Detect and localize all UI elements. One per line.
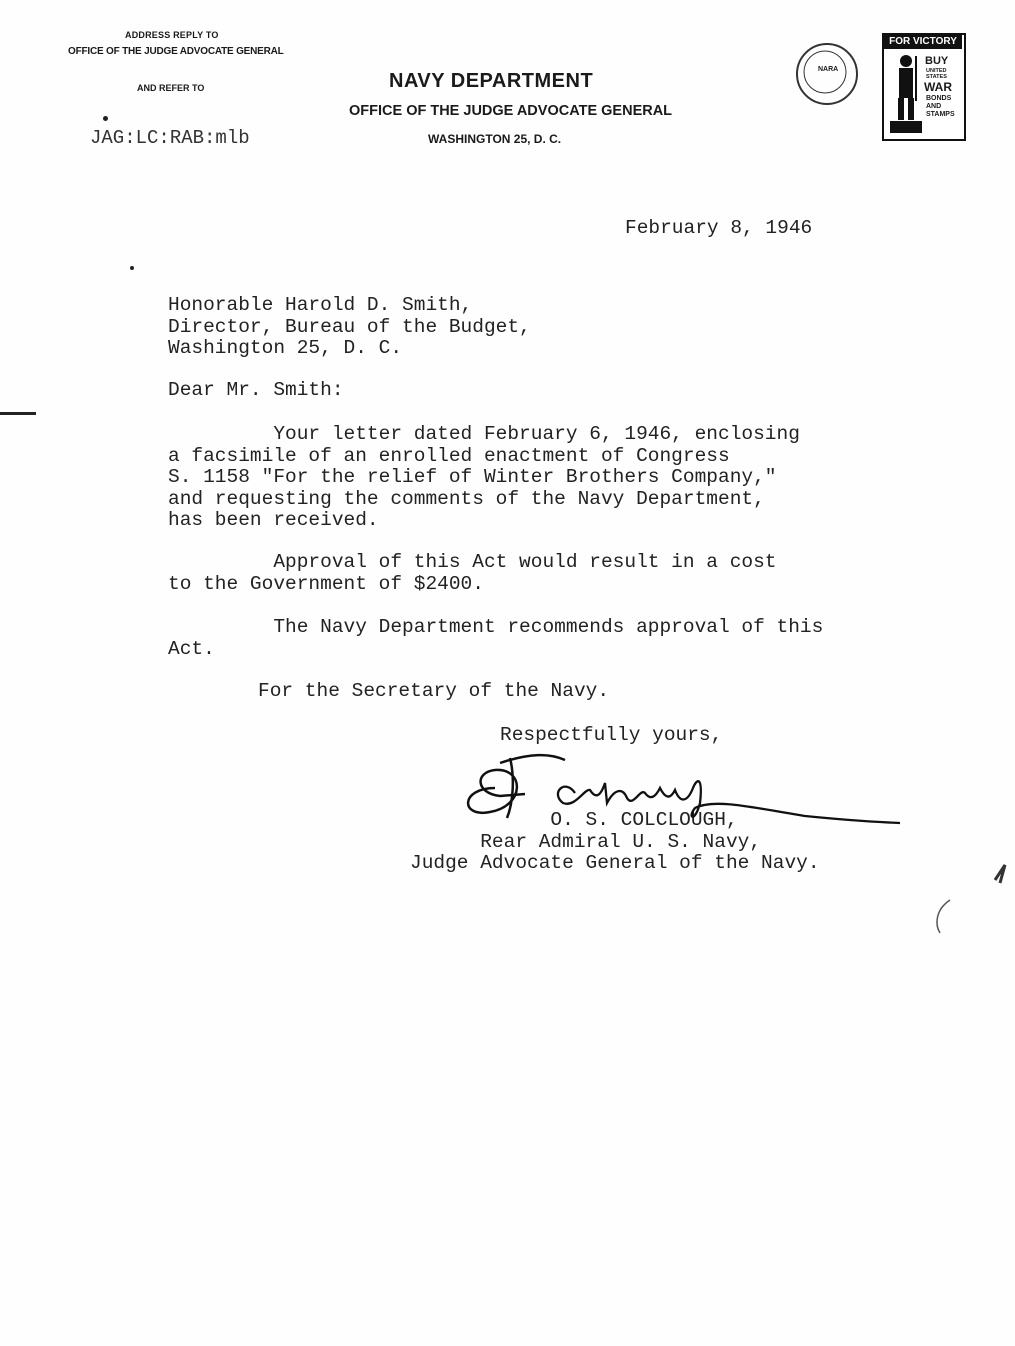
ink-dot bbox=[103, 116, 108, 121]
office-line: OFFICE OF THE JUDGE ADVOCATE GENERAL bbox=[68, 46, 284, 57]
paragraph-4: For the Secretary of the Navy. bbox=[258, 680, 610, 702]
paragraph-2: Approval of this Act would result in a cost to the Government of $2400. bbox=[168, 551, 777, 595]
bond-bonds: BONDS AND STAMPS bbox=[926, 95, 955, 118]
paragraph-1: Your letter dated February 6, 1946, enclosing a facsimile of an enrolled enactment of Congress S. 1158 "For the relief of Winter Brothers Company," and requesting the comments of the Navy Department, has been received. bbox=[168, 423, 800, 531]
bond-war: WAR bbox=[924, 80, 952, 94]
bond-united-states: UNITED STATES bbox=[926, 68, 947, 80]
margin-mark bbox=[0, 412, 36, 415]
closing: Respectfully yours, bbox=[500, 724, 723, 746]
minuteman-icon bbox=[886, 51, 926, 136]
department-title: NAVY DEPARTMENT bbox=[389, 70, 594, 92]
signature-block: O. S. COLCLOUGH, Rear Admiral U. S. Navy, Judge Advocate General of the Navy. bbox=[410, 809, 820, 874]
bond-buy: BUY bbox=[925, 55, 949, 67]
reference-code: JAG:LC:RAB:mlb bbox=[90, 127, 250, 149]
office-title: OFFICE OF THE JUDGE ADVOCATE GENERAL bbox=[349, 103, 673, 119]
refer-to-label: AND REFER TO bbox=[137, 83, 205, 93]
paragraph-3: The Navy Department recommends approval of this Act. bbox=[168, 616, 824, 660]
stray-pencil-mark bbox=[920, 855, 1015, 940]
salutation: Dear Mr. Smith: bbox=[168, 379, 344, 401]
handwritten-signature bbox=[455, 748, 905, 828]
address-reply-label: ADDRESS REPLY TO bbox=[125, 30, 219, 40]
letter-date: February 8, 1946 bbox=[625, 217, 813, 239]
office-city: WASHINGTON 25, D. C. bbox=[428, 132, 562, 146]
seal-inner-text: NARA bbox=[818, 66, 839, 73]
ink-dot bbox=[130, 266, 134, 270]
bond-header: FOR VICTORY bbox=[884, 35, 962, 49]
recipient-address: Honorable Harold D. Smith, Director, Bureau of the Budget, Washington 25, D. C. bbox=[168, 294, 531, 359]
